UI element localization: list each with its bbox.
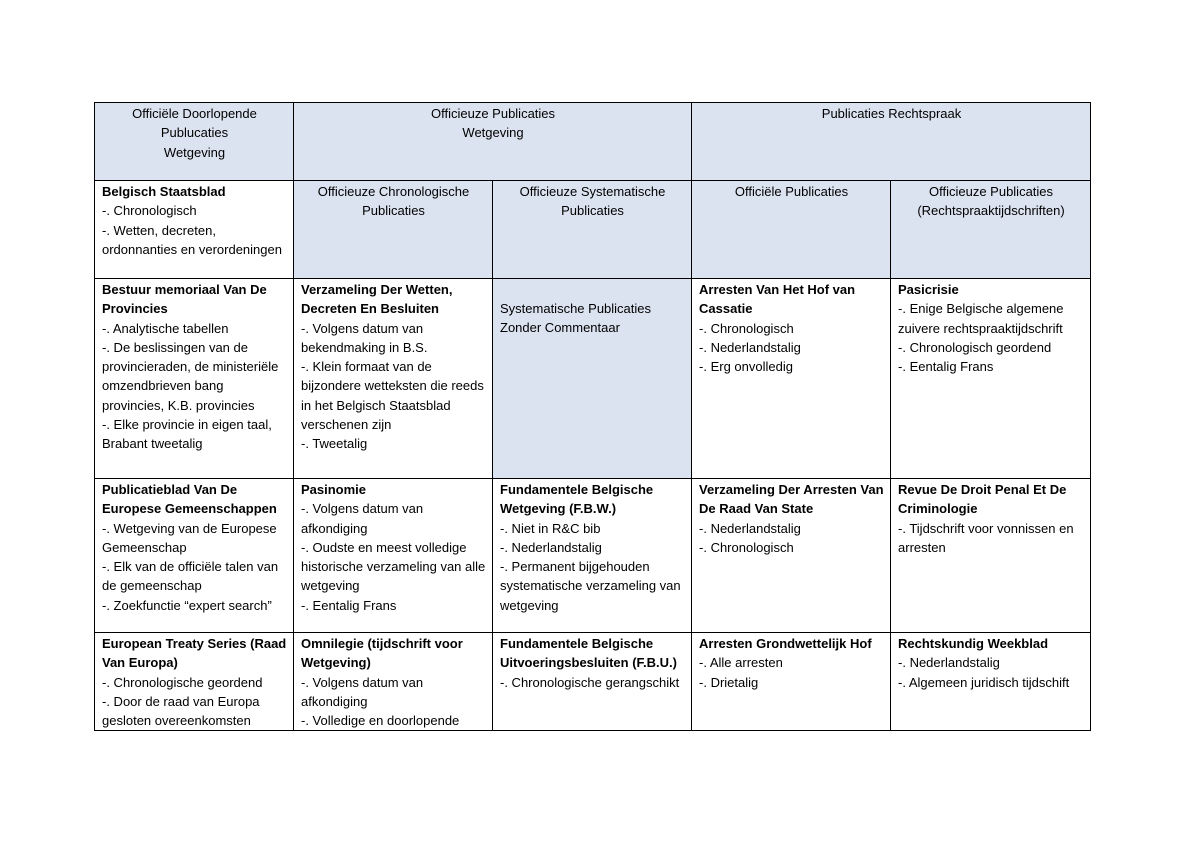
table-cell: Bestuur memoriaal Van De Provincies -. Analytische tabellen -. De beslissingen van de provincieraden, de ministeriële omzendbrieven bang provincies, K.B. provincies -. Elke provincie in eigen taal, Brabant tweetalig (95, 279, 294, 479)
table-cell: Fundamentele Belgische Wetgeving (F.B.W.) -. Niet in R&C bib -. Nederlandstalig -. Permanent bijgehouden systematische verzameling van wetgeving (493, 479, 692, 633)
header-cell-officiele-doorlopende: Officiële Doorlopende Publucaties Wetgeving (95, 103, 294, 181)
table-cell: Verzameling Der Arresten Van De Raad Van State -. Nederlandstalig -. Chronologisch (692, 479, 891, 633)
table-cell: Publicatieblad Van De Europese Gemeenschappen -. Wetgeving van de Europese Gemeenschap -. Elk van de officiële talen van de gemeenschap -. Zoekfunctie “expert search” (95, 479, 294, 633)
table-cell: Rechtskundig Weekblad -. Nederlandstalig -. Algemeen juridisch tijdschift (891, 633, 1091, 731)
subheader-row (95, 181, 1091, 279)
table-cell: Pasicrisie -. Enige Belgische algemene zuivere rechtspraaktijdschrift -. Chronologisch geordend -. Eentalig Frans (891, 279, 1091, 479)
subheader-cell-systematische: Officieuze Systematische Publicaties (493, 181, 692, 279)
table-cell-systematische-publicaties: Systematische Publicaties Zonder Commentaar (493, 279, 692, 479)
table-cell: Arresten Van Het Hof van Cassatie -. Chronologisch -. Nederlandstalig -. Erg onvolledig (692, 279, 891, 479)
publications-table (94, 102, 1091, 731)
table-cell: Revue De Droit Penal Et De Criminologie -. Tijdschrift voor vonnissen en arresten (891, 479, 1091, 633)
subheader-cell-chronologische: Officieuze Chronologische Publicaties (294, 181, 493, 279)
table-row (95, 633, 1091, 731)
subheader-cell-officiele-publicaties: Officiële Publicaties (692, 181, 891, 279)
table-cell: European Treaty Series (Raad Van Europa) -. Chronologische geordend -. Door de raad van Europa gesloten overeenkomsten (95, 633, 294, 731)
cell-belgisch-staatsblad: Belgisch Staatsblad -. Chronologisch -. Wetten, decreten, ordonnanties en verordeningen (95, 181, 294, 279)
table-cell: Pasinomie -. Volgens datum van afkondiging -. Oudste en meest volledige historische verzameling van alle wetgeving -. Eentalig Frans (294, 479, 493, 633)
table-row (95, 279, 1091, 479)
header-row (95, 103, 1091, 181)
table-row (95, 479, 1091, 633)
table-cell: Verzameling Der Wetten, Decreten En Besluiten -. Volgens datum van bekendmaking in B.S. -. Klein formaat van de bijzondere wetteksten die reeds in het Belgisch Staatsblad verschenen zijn -. Tweetalig (294, 279, 493, 479)
table-cell: Omnilegie (tijdschrift voor Wetgeving) -. Volgens datum van afkondiging -. Volledige en doorlopende (294, 633, 493, 731)
table-cell: Arresten Grondwettelijk Hof -. Alle arresten -. Drietalig (692, 633, 891, 731)
subheader-cell-rechtspraaktijdschriften: Officieuze Publicaties (Rechtspraaktijdschriften) (891, 181, 1091, 279)
table-cell: Fundamentele Belgische Uitvoeringsbesluiten (F.B.U.) -. Chronologische gerangschikt (493, 633, 692, 731)
header-cell-officieuze-publicaties: Officieuze Publicaties Wetgeving (294, 103, 692, 181)
header-cell-publicaties-rechtspraak: Publicaties Rechtspraak (692, 103, 1091, 181)
